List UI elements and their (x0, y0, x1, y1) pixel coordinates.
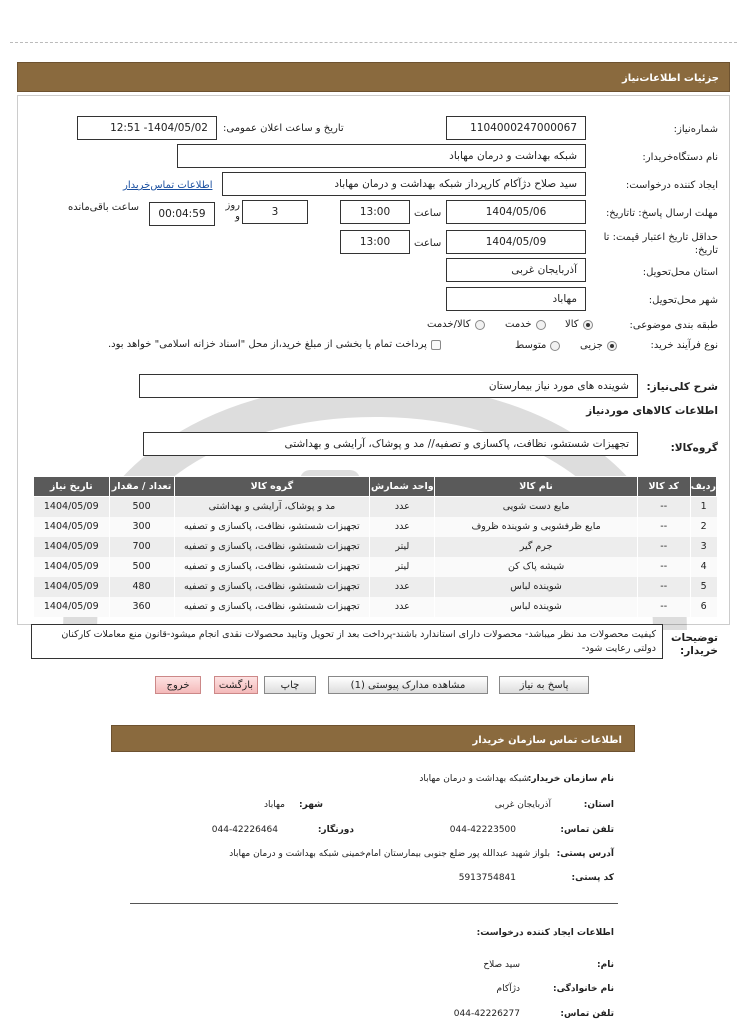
creator-name-value: سید صلاح (483, 960, 520, 970)
table-cell: عدد (370, 577, 435, 597)
page-header (17, 62, 730, 92)
announce-label: تاریخ و ساعت اعلان عمومی: (223, 123, 344, 134)
contact-fax-label: دورنگار: (317, 825, 354, 835)
table-cell: -- (637, 537, 690, 557)
purchase-type-label: نوع فرآیند خرید: (650, 340, 718, 351)
province-field: آذربایجان غربی (446, 258, 586, 282)
table-cell: عدد (370, 517, 435, 537)
category-option-service[interactable]: خدمت (505, 319, 546, 330)
table-cell: مایع دست شویی (435, 497, 637, 517)
table-row (34, 537, 717, 557)
print-button[interactable]: چاپ (264, 676, 316, 694)
contact-city-value: مهاباد (264, 800, 285, 810)
radio-selected-icon[interactable] (607, 341, 617, 351)
days-field: 3 (242, 200, 308, 224)
contact-phone-label: تلفن تماس: (560, 825, 614, 835)
table-cell: 500 (109, 557, 174, 577)
table-cell: 360 (109, 597, 174, 617)
table-cell: تجهیزات شستشو، نظافت، پاکسازی و تصفیه (174, 517, 370, 537)
table-cell: شوینده لباس (435, 577, 637, 597)
checkbox-icon[interactable] (431, 340, 441, 350)
table-cell: 1404/05/09 (34, 577, 110, 597)
table-row (34, 497, 717, 517)
table-cell: لیتر (370, 537, 435, 557)
contact-province-label: استان: (583, 800, 614, 810)
table-cell: مایع ظرفشویی و شوینده ظروف (435, 517, 637, 537)
table-cell: 3 (690, 537, 716, 557)
city-label: شهر محل‌تحویل: (648, 295, 718, 306)
table-cell: 4 (690, 557, 716, 577)
table-cell: 480 (109, 577, 174, 597)
contact-divider (130, 903, 618, 904)
table-cell: 500 (109, 497, 174, 517)
attachments-button[interactable]: مشاهده مدارک پیوستی (1) (328, 676, 488, 694)
radio-icon[interactable] (475, 320, 485, 330)
contact-section-header (111, 725, 635, 752)
contact-fax-value: 044-42226464 (211, 825, 278, 835)
table-cell: 1404/05/09 (34, 537, 110, 557)
purchase-option-medium[interactable]: متوسط (515, 340, 560, 351)
buyer-contact-link[interactable]: اطلاعات تماس‌خریدار (123, 180, 213, 191)
keyword-field: شوینده های مورد نیاز بیمارستان (139, 374, 638, 398)
remaining-field: 00:04:59 (149, 202, 215, 226)
validity-date-field: 1404/05/09 (446, 230, 586, 254)
contact-phone-value: 044-42223500 (449, 825, 516, 835)
table-cell: -- (637, 497, 690, 517)
buyer-notes-field: کیفیت محصولات مد نظر میباشد- محصولات دارای استاندارد باشند-پرداخت بعد از تحویل وتایید محصولات نقدی انجام میشود-قانون منع معاملات کارکنان دولتی رعایت شود- (31, 624, 663, 659)
creator-phone-label: تلفن تماس: (560, 1009, 614, 1019)
table-cell: 5 (690, 577, 716, 597)
table-cell: عدد (370, 497, 435, 517)
category-label: طبقه بندی موضوعی: (629, 320, 718, 331)
table-cell: عدد (370, 597, 435, 617)
table-cell: 2 (690, 517, 716, 537)
radio-icon[interactable] (550, 341, 560, 351)
contact-section-title: اطلاعات تماس سازمان خریدار (472, 735, 622, 746)
table-cell: 1404/05/09 (34, 597, 110, 617)
deadline-label: مهلت ارسال پاسخ: تاتاریخ: (605, 208, 718, 219)
category-option-both[interactable]: کالا/خدمت (427, 319, 485, 330)
days-label: روز و (225, 200, 240, 222)
need-number-label: شماره‌نیاز: (673, 124, 718, 135)
table-cell: مد و پوشاک، آرایشی و بهداشتی (174, 497, 370, 517)
contact-org-label: نام سازمان خریدار: (527, 774, 614, 784)
table-cell: -- (637, 577, 690, 597)
table-cell: -- (637, 597, 690, 617)
radio-selected-icon[interactable] (583, 320, 593, 330)
exit-button[interactable]: خروج (155, 676, 201, 694)
table-cell: 1404/05/09 (34, 497, 110, 517)
purchase-option-minor[interactable]: جزیی (580, 340, 617, 351)
creator-family-value: دژآکام (496, 984, 520, 994)
page-title: جزئیات اطلاعات‌نیاز (622, 73, 719, 84)
table-cell: لیتر (370, 557, 435, 577)
contact-province-value: آذربایجان غربی (494, 800, 551, 810)
items-table (33, 476, 717, 617)
col-qty-header: تعداد / مقدار (109, 477, 174, 497)
top-divider (10, 42, 737, 43)
table-cell: 300 (109, 517, 174, 537)
table-cell: 1404/05/09 (34, 557, 110, 577)
deadline-time-label: ساعت (414, 208, 442, 219)
contact-city-label: شهر: (299, 800, 323, 810)
province-label: استان محل‌تحویل: (642, 267, 718, 278)
treasury-payment-option[interactable]: پرداخت تمام یا بخشی از مبلغ خرید،از محل "اسناد خزانه اسلامی" خواهد بود. (108, 339, 441, 350)
table-row (34, 517, 717, 537)
col-group-header: گروه کالا (174, 477, 370, 497)
creator-field: سید صلاح دژآکام کارپرداز شبکه بهداشت و درمان مهاباد (222, 172, 586, 196)
table-cell: تجهیزات شستشو، نظافت، پاکسازی و تصفیه (174, 577, 370, 597)
table-row (34, 557, 717, 577)
table-cell: 700 (109, 537, 174, 557)
table-cell: شوینده لباس (435, 597, 637, 617)
table-cell: 1404/05/09 (34, 517, 110, 537)
validity-label-1: حداقل تاریخ اعتبار قیمت: تا (603, 232, 718, 243)
col-code-header: کد کالا (637, 477, 690, 497)
validity-label-2: تاریخ: (694, 245, 718, 256)
creator-label: ایجاد کننده درخواست: (625, 180, 718, 191)
table-cell: 1 (690, 497, 716, 517)
table-cell: جرم گیر (435, 537, 637, 557)
table-cell: تجهیزات شستشو، نظافت، پاکسازی و تصفیه (174, 537, 370, 557)
creator-name-label: نام: (597, 960, 614, 970)
goods-group-label: گروه‌کالا: (670, 442, 718, 454)
table-cell: -- (637, 517, 690, 537)
category-option-goods[interactable]: کالا (565, 319, 593, 330)
goods-info-heading: اطلاعات کالاهای موردنیاز (586, 405, 718, 417)
table-cell: -- (637, 557, 690, 577)
buyer-org-field: شبکه بهداشت و درمان مهاباد (177, 144, 586, 168)
table-row (34, 597, 717, 617)
remaining-label: ساعت باقی‌مانده (68, 202, 140, 213)
creator-info-heading: اطلاعات ایجاد کننده درخواست: (476, 928, 614, 938)
contact-org-value: شبکه بهداشت و درمان مهاباد (419, 774, 529, 784)
table-header-row (34, 477, 717, 497)
table-row (34, 577, 717, 597)
deadline-date-field: 1404/05/06 (446, 200, 586, 224)
table-cell: 6 (690, 597, 716, 617)
contact-postal-label: کد پستی: (571, 873, 614, 883)
contact-address-value: بلواز شهید عبدالله پور ضلع جنوبی بیمارستان امام‌خمینی شبکه بهداشت و درمان مهاباد (229, 849, 550, 859)
deadline-time-field: 13:00 (340, 200, 410, 224)
col-row-header: ردیف (690, 477, 716, 497)
city-field: مهاباد (446, 287, 586, 311)
table-cell: تجهیزات شستشو، نظافت، پاکسازی و تصفیه (174, 597, 370, 617)
creator-phone-value: 044-42226277 (453, 1009, 520, 1019)
table-cell: شیشه پاک کن (435, 557, 637, 577)
back-button[interactable]: بازگشت (214, 676, 258, 694)
reply-button[interactable]: پاسخ به نیاز (499, 676, 589, 694)
table-cell: تجهیزات شستشو، نظافت، پاکسازی و تصفیه (174, 557, 370, 577)
radio-icon[interactable] (536, 320, 546, 330)
need-number-field: 1104000247000067 (446, 116, 586, 140)
announce-field: 1404/05/02- 12:51 (77, 116, 217, 140)
keyword-label: شرح کلی‌نیاز: (646, 381, 718, 393)
validity-time-label: ساعت (414, 238, 442, 249)
col-date-header: تاریخ نیاز (34, 477, 110, 497)
contact-postal-value: 5913754841 (458, 873, 516, 883)
buyer-org-label: نام دستگاه‌خریدار: (642, 152, 718, 163)
goods-group-field: تجهیزات شستشو، نظافت، پاکسازی و تصفیه// مد و پوشاک، آرایشی و بهداشتی (143, 432, 638, 456)
notes-label-2: خریدار: (680, 645, 718, 657)
validity-time-field: 13:00 (340, 230, 410, 254)
col-unit-header: واحد شمارش (370, 477, 435, 497)
col-name-header: نام کالا (435, 477, 637, 497)
contact-address-label: آدرس پستی: (556, 849, 614, 859)
notes-label-1: توضیحات (670, 632, 718, 644)
creator-family-label: نام خانوادگی: (552, 984, 614, 994)
